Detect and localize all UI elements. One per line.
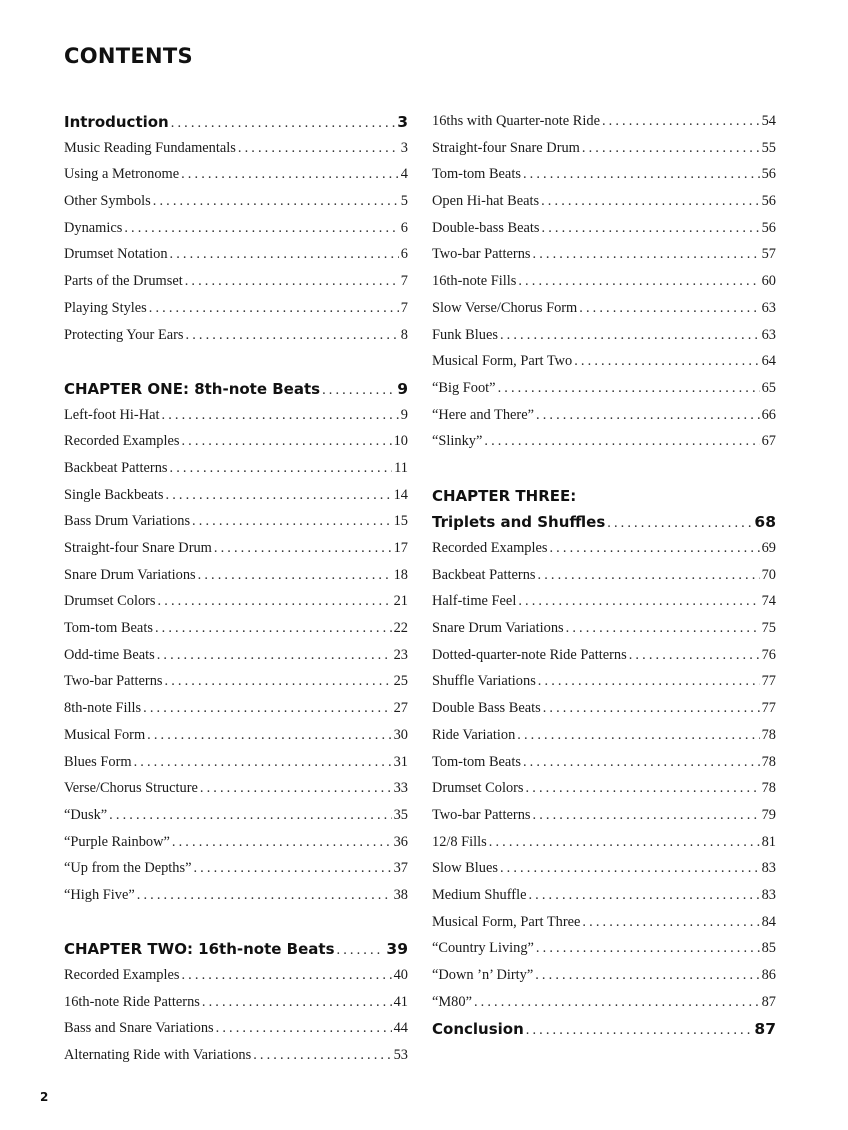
toc-entry[interactable] xyxy=(432,246,776,273)
toc-entry-label: Music Reading Fundamentals xyxy=(64,139,236,156)
toc-entry-label: “Here and There” xyxy=(432,406,534,423)
dot-leader xyxy=(109,807,391,824)
dot-leader xyxy=(166,487,392,504)
dot-leader xyxy=(484,433,759,450)
toc-entry-label: Verse/Chorus Structure xyxy=(64,780,198,797)
toc-entry[interactable] xyxy=(432,700,776,727)
toc-entry-label: Introduction xyxy=(64,113,169,131)
dot-leader xyxy=(526,1022,753,1039)
dot-leader xyxy=(500,860,760,877)
toc-entry-page: 56 xyxy=(761,166,776,183)
toc-entry-label: Using a Metronome xyxy=(64,166,180,183)
toc-entry[interactable] xyxy=(432,940,776,967)
dot-leader xyxy=(541,193,760,210)
dot-leader xyxy=(157,647,392,664)
dot-leader xyxy=(549,540,759,557)
toc-heading[interactable] xyxy=(64,940,408,967)
toc-entry-page: 31 xyxy=(393,753,408,770)
toc-entry-label: Open Hi-hat Beats xyxy=(432,193,540,210)
toc-entry-label: Conclusion xyxy=(432,1020,524,1039)
dot-leader xyxy=(474,994,760,1011)
toc-entry-label: Alternating Ride with Variations xyxy=(64,1047,252,1064)
dot-leader xyxy=(536,407,760,424)
toc-entry-page: 68 xyxy=(754,513,776,532)
dot-leader xyxy=(200,780,392,797)
dot-leader xyxy=(137,887,392,904)
toc-entry-label: Straight-four Snare Drum xyxy=(432,139,580,156)
toc-entry[interactable] xyxy=(64,754,408,781)
toc-entry[interactable] xyxy=(64,593,408,620)
dot-leader xyxy=(518,593,759,610)
dot-leader xyxy=(214,540,392,557)
toc-entry-label: Recorded Examples xyxy=(64,433,180,450)
toc-entry-page: 78 xyxy=(761,726,776,743)
toc-entry-page: 78 xyxy=(761,753,776,770)
toc-entry-page: 76 xyxy=(761,646,776,663)
dot-leader xyxy=(186,327,399,344)
toc-entry-page: 11 xyxy=(394,459,408,476)
toc-entry-label: “Country Living” xyxy=(432,940,534,957)
toc-entry-label: Odd-time Beats xyxy=(64,646,155,663)
toc-entry-page: 3 xyxy=(400,139,408,156)
toc-entry-label: Tom-tom Beats xyxy=(432,753,521,770)
dot-leader xyxy=(149,300,399,317)
toc-entry[interactable] xyxy=(432,166,776,193)
toc-entry-label: Two-bar Patterns xyxy=(64,673,163,690)
toc-entry-label: 16th-note Ride Patterns xyxy=(64,993,200,1010)
toc-heading[interactable] xyxy=(432,513,776,540)
page-number: 2 xyxy=(40,1090,49,1104)
toc-entry[interactable] xyxy=(432,327,776,354)
toc-entry-label: Drumset Colors xyxy=(432,780,524,797)
dot-leader xyxy=(566,620,760,637)
toc-entry-page: 67 xyxy=(761,433,776,450)
toc-entry-page: 3 xyxy=(397,113,408,131)
dot-leader xyxy=(489,834,760,851)
toc-entry-page: 66 xyxy=(761,406,776,423)
dot-leader xyxy=(181,166,399,183)
toc-entry[interactable] xyxy=(64,540,408,567)
toc-entry-page: 9 xyxy=(397,379,408,398)
dot-leader xyxy=(158,593,392,610)
toc-entry-page: 14 xyxy=(393,486,408,503)
toc-entry-label: Snare Drum Variations xyxy=(432,620,564,637)
toc-entry-label: “Down ’n’ Dirty” xyxy=(432,967,534,983)
toc-entry[interactable] xyxy=(432,300,776,327)
toc-entry-label: Snare Drum Variations xyxy=(64,566,196,583)
toc-entry-label: Medium Shuffle xyxy=(432,886,527,903)
toc-entry[interactable] xyxy=(64,620,408,647)
toc-entry-page: 63 xyxy=(761,299,776,316)
toc-entry[interactable] xyxy=(432,540,776,567)
toc-entry-label: Double Bass Beats xyxy=(432,700,541,717)
dot-leader xyxy=(523,166,760,183)
toc-entry-label: CHAPTER ONE: 8th-note Beats xyxy=(64,379,321,398)
toc-entry-label: Ride Variation xyxy=(432,726,516,743)
dot-leader xyxy=(181,433,391,450)
dot-leader xyxy=(543,700,760,717)
dot-leader xyxy=(253,1047,391,1064)
toc-heading[interactable] xyxy=(64,113,408,140)
toc-entry[interactable] xyxy=(64,460,408,487)
toc-entry[interactable] xyxy=(432,193,776,220)
toc-entry-page: 64 xyxy=(761,353,776,370)
dot-leader xyxy=(337,942,385,959)
toc-entry-label: Protecting Your Ears xyxy=(64,326,184,343)
toc-entry-label: “Up from the Depths” xyxy=(64,860,192,877)
toc-entry-page: 83 xyxy=(761,886,776,903)
toc-entry-page: 56 xyxy=(761,219,776,236)
dot-leader xyxy=(155,620,392,637)
dot-leader xyxy=(500,327,760,344)
toc-entry-page: 7 xyxy=(400,273,408,290)
dot-leader xyxy=(523,754,760,771)
toc-entry-label: “Purple Rainbow” xyxy=(64,833,170,850)
toc-entry[interactable] xyxy=(64,327,408,354)
toc-entry-page: 75 xyxy=(761,620,776,637)
toc-entry-page: 70 xyxy=(761,566,776,583)
toc-entry-label: Tom-tom Beats xyxy=(64,620,153,637)
dot-leader xyxy=(124,220,398,237)
toc-entry[interactable] xyxy=(64,246,408,273)
toc-entry-page: 38 xyxy=(393,886,408,903)
toc-entry-page: 60 xyxy=(761,273,776,290)
toc-entry-page: 6 xyxy=(400,246,408,263)
toc-entry-page: 37 xyxy=(393,860,408,877)
toc-entry[interactable] xyxy=(64,834,408,861)
toc-entry-page: 27 xyxy=(393,700,408,717)
toc-entry[interactable] xyxy=(432,220,776,247)
dot-leader xyxy=(607,515,752,532)
toc-entry-page: 10 xyxy=(393,433,408,450)
toc-entry-label: 16ths with Quarter-note Ride xyxy=(432,113,600,129)
toc-entry[interactable] xyxy=(432,113,776,140)
toc-entry-page: 23 xyxy=(393,646,408,663)
section-gap xyxy=(64,914,408,941)
toc-entry-label: “High Five” xyxy=(64,886,135,903)
toc-entry[interactable] xyxy=(64,1047,408,1074)
toc-entry-page: 81 xyxy=(761,833,776,850)
dot-leader xyxy=(172,834,392,851)
dot-leader xyxy=(528,887,759,904)
toc-entry[interactable] xyxy=(432,140,776,167)
toc-entry[interactable] xyxy=(64,887,408,914)
toc-entry-label: Double-bass Beats xyxy=(432,219,540,236)
toc-entry[interactable] xyxy=(432,647,776,674)
toc-entry-label: “Slinky” xyxy=(432,433,483,450)
toc-entry-label: Recorded Examples xyxy=(64,967,180,983)
toc-entry[interactable] xyxy=(64,487,408,514)
toc-entry-page: 36 xyxy=(393,833,408,850)
toc-entry[interactable] xyxy=(432,567,776,594)
toc-entry-page: 86 xyxy=(761,967,776,983)
toc-entry[interactable] xyxy=(432,834,776,861)
dot-leader xyxy=(202,994,392,1011)
toc-heading[interactable] xyxy=(64,380,408,407)
toc-entry[interactable] xyxy=(432,673,776,700)
toc-entry-page: 57 xyxy=(761,246,776,263)
toc-entry-label: 8th-note Fills xyxy=(64,700,142,717)
toc-entry[interactable] xyxy=(432,807,776,834)
toc-entry-page: 55 xyxy=(761,139,776,156)
toc-heading[interactable] xyxy=(432,1020,776,1047)
toc-entry-label: Triplets and Shuffles xyxy=(432,513,606,532)
dot-leader xyxy=(198,567,392,584)
dot-leader xyxy=(216,1020,392,1037)
toc-entry-label: Bass and Snare Variations xyxy=(64,1020,214,1037)
toc-entry-label: “Big Foot” xyxy=(432,379,496,396)
toc-entry-label: Funk Blues xyxy=(432,326,498,343)
toc-entry-label: Backbeat Patterns xyxy=(432,566,536,583)
dot-leader xyxy=(193,860,391,877)
toc-entry[interactable] xyxy=(64,407,408,434)
toc-entry[interactable] xyxy=(64,860,408,887)
dot-leader xyxy=(602,113,760,130)
dot-leader xyxy=(185,273,399,290)
toc-entry-page: 8 xyxy=(400,326,408,343)
toc-entry-label: Playing Styles xyxy=(64,299,147,316)
toc-entry-page: 79 xyxy=(761,806,776,823)
toc-entry-page: 30 xyxy=(393,726,408,743)
toc-entry-label: Single Backbeats xyxy=(64,486,164,503)
toc-entry-label: Straight-four Snare Drum xyxy=(64,540,212,556)
toc-entry[interactable] xyxy=(64,513,408,540)
toc-entry-label: Dynamics xyxy=(64,219,123,236)
toc-entry[interactable] xyxy=(432,914,776,941)
toc-entry[interactable] xyxy=(64,220,408,247)
toc-entry-label: 12/8 Fills xyxy=(432,833,487,850)
dot-leader xyxy=(629,647,760,664)
dot-leader xyxy=(162,407,399,424)
toc-entry-page: 87 xyxy=(761,993,776,1010)
toc-entry-page: 18 xyxy=(393,566,408,583)
toc-entry-page: 53 xyxy=(393,1047,408,1064)
toc-entry-page: 41 xyxy=(393,993,408,1010)
toc-entry-label: CHAPTER TWO: 16th-note Beats xyxy=(64,940,335,959)
toc-entry[interactable] xyxy=(432,887,776,914)
toc-entry-page: 25 xyxy=(393,673,408,690)
toc-entry-page: 65 xyxy=(761,379,776,396)
toc-entry-label: Half-time Feel xyxy=(432,593,517,610)
dot-leader xyxy=(517,727,759,744)
toc-entry[interactable] xyxy=(64,994,408,1021)
toc-column-left xyxy=(64,113,408,1074)
toc-entry[interactable] xyxy=(64,273,408,300)
toc-entry-page: 39 xyxy=(386,940,408,959)
toc-entry-page: 69 xyxy=(761,540,776,556)
toc-entry[interactable] xyxy=(64,727,408,754)
toc-entry-label: Bass Drum Variations xyxy=(64,513,191,530)
section-gap xyxy=(64,353,408,380)
toc-entry-page: 21 xyxy=(393,593,408,610)
toc-entry[interactable] xyxy=(432,593,776,620)
section-gap xyxy=(432,460,776,487)
toc-entry-label: Slow Blues xyxy=(432,860,498,877)
toc-entry-label: Backbeat Patterns xyxy=(64,459,168,476)
dot-leader xyxy=(147,727,391,744)
dot-leader xyxy=(322,382,395,399)
toc-entry[interactable] xyxy=(64,967,408,994)
toc-entry-label: Two-bar Patterns xyxy=(432,806,531,823)
toc-entry[interactable] xyxy=(432,353,776,380)
toc-entry[interactable] xyxy=(64,166,408,193)
dot-leader xyxy=(536,940,760,957)
toc-entry[interactable] xyxy=(64,300,408,327)
dot-leader xyxy=(238,140,399,157)
toc-entry-page: 56 xyxy=(761,193,776,210)
dot-leader xyxy=(533,246,760,263)
dot-leader xyxy=(538,673,760,690)
toc-entry-label: Slow Verse/Chorus Form xyxy=(432,299,578,316)
toc-entry-label: “M80” xyxy=(432,993,472,1010)
toc-entry[interactable] xyxy=(432,780,776,807)
toc-entry[interactable] xyxy=(432,273,776,300)
dot-leader xyxy=(171,115,395,132)
toc-entry-page: 4 xyxy=(400,166,408,183)
toc-entry[interactable] xyxy=(64,433,408,460)
toc-entry[interactable] xyxy=(64,1020,408,1047)
toc-entry[interactable] xyxy=(64,567,408,594)
dot-leader xyxy=(192,513,392,530)
toc-entry-label: Recorded Examples xyxy=(432,540,548,556)
toc-entry[interactable] xyxy=(64,647,408,674)
dot-leader xyxy=(143,700,391,717)
toc-entry-page: 33 xyxy=(393,780,408,797)
toc-entry[interactable] xyxy=(64,807,408,834)
toc-entry-label: 16th-note Fills xyxy=(432,273,517,290)
toc-entry-page: 87 xyxy=(754,1020,776,1039)
dot-leader xyxy=(170,460,393,477)
toc-entry-page: 63 xyxy=(761,326,776,343)
toc-entry-page: 77 xyxy=(761,673,776,690)
dot-leader xyxy=(582,140,760,157)
dot-leader xyxy=(526,780,760,797)
dot-leader xyxy=(181,967,391,984)
dot-leader xyxy=(533,807,760,824)
toc-entry[interactable] xyxy=(432,754,776,781)
page-title: CONTENTS xyxy=(64,44,193,68)
toc-entry-page: 7 xyxy=(400,299,408,316)
toc-entry-page: 85 xyxy=(761,940,776,957)
dot-leader xyxy=(535,967,759,984)
toc-entry-label: Drumset Notation xyxy=(64,246,168,263)
toc-entry[interactable] xyxy=(64,140,408,167)
dot-leader xyxy=(538,567,760,584)
toc-entry-label: Other Symbols xyxy=(64,193,151,210)
toc-entry[interactable] xyxy=(432,620,776,647)
dot-leader xyxy=(134,754,392,771)
toc-entry-page: 77 xyxy=(761,700,776,717)
chapter-title: CHAPTER THREE: xyxy=(432,486,577,505)
dot-leader xyxy=(579,300,759,317)
dot-leader xyxy=(153,193,399,210)
toc-entry[interactable] xyxy=(432,967,776,994)
toc-entry-label: Musical Form, Part Three xyxy=(432,913,581,930)
toc-entry-page: 83 xyxy=(761,860,776,877)
toc-entry-page: 35 xyxy=(393,806,408,823)
toc-entry[interactable] xyxy=(432,727,776,754)
toc-entry-label: Blues Form xyxy=(64,753,132,770)
toc-entry-page: 54 xyxy=(761,113,776,129)
toc-entry-label: Left-foot Hi-Hat xyxy=(64,406,160,423)
toc-entry-label: Two-bar Patterns xyxy=(432,246,531,263)
toc-entry-page: 9 xyxy=(400,406,408,423)
toc-entry-page: 5 xyxy=(400,193,408,210)
toc-entry-page: 44 xyxy=(393,1020,408,1037)
toc-entry-page: 15 xyxy=(393,513,408,530)
toc-entry[interactable] xyxy=(432,860,776,887)
dot-leader xyxy=(542,220,760,237)
toc-entry[interactable] xyxy=(432,380,776,407)
toc-entry-page: 84 xyxy=(761,913,776,930)
toc-entry[interactable] xyxy=(64,780,408,807)
toc-entry-page: 17 xyxy=(393,540,408,556)
dot-leader xyxy=(165,673,392,690)
toc-entry-label: Parts of the Drumset xyxy=(64,273,183,290)
toc-entry-label: Musical Form xyxy=(64,726,146,743)
dot-leader xyxy=(582,914,759,931)
toc-entry-label: Musical Form, Part Two xyxy=(432,353,573,370)
toc-entry-label: Tom-tom Beats xyxy=(432,166,521,183)
toc-entry-label: Dotted-quarter-note Ride Patterns xyxy=(432,646,627,663)
toc-entry-page: 22 xyxy=(393,620,408,637)
toc-entry[interactable] xyxy=(64,193,408,220)
toc-entry-label: Shuffle Variations xyxy=(432,673,536,690)
toc-entry-page: 74 xyxy=(761,593,776,610)
toc-column-right xyxy=(432,113,776,1047)
dot-leader xyxy=(170,246,399,263)
toc-entry[interactable] xyxy=(432,433,776,460)
toc-entry[interactable] xyxy=(432,994,776,1021)
toc-entry[interactable] xyxy=(64,700,408,727)
dot-leader xyxy=(574,353,759,370)
toc-entry[interactable] xyxy=(432,407,776,434)
toc-entry[interactable] xyxy=(64,673,408,700)
toc-entry-label: Drumset Colors xyxy=(64,593,156,610)
toc-entry-label: “Dusk” xyxy=(64,806,108,823)
toc-entry-page: 6 xyxy=(400,219,408,236)
dot-leader xyxy=(518,273,759,290)
toc-entry-page: 40 xyxy=(393,967,408,983)
toc-entry-page: 78 xyxy=(761,780,776,797)
dot-leader xyxy=(498,380,760,397)
